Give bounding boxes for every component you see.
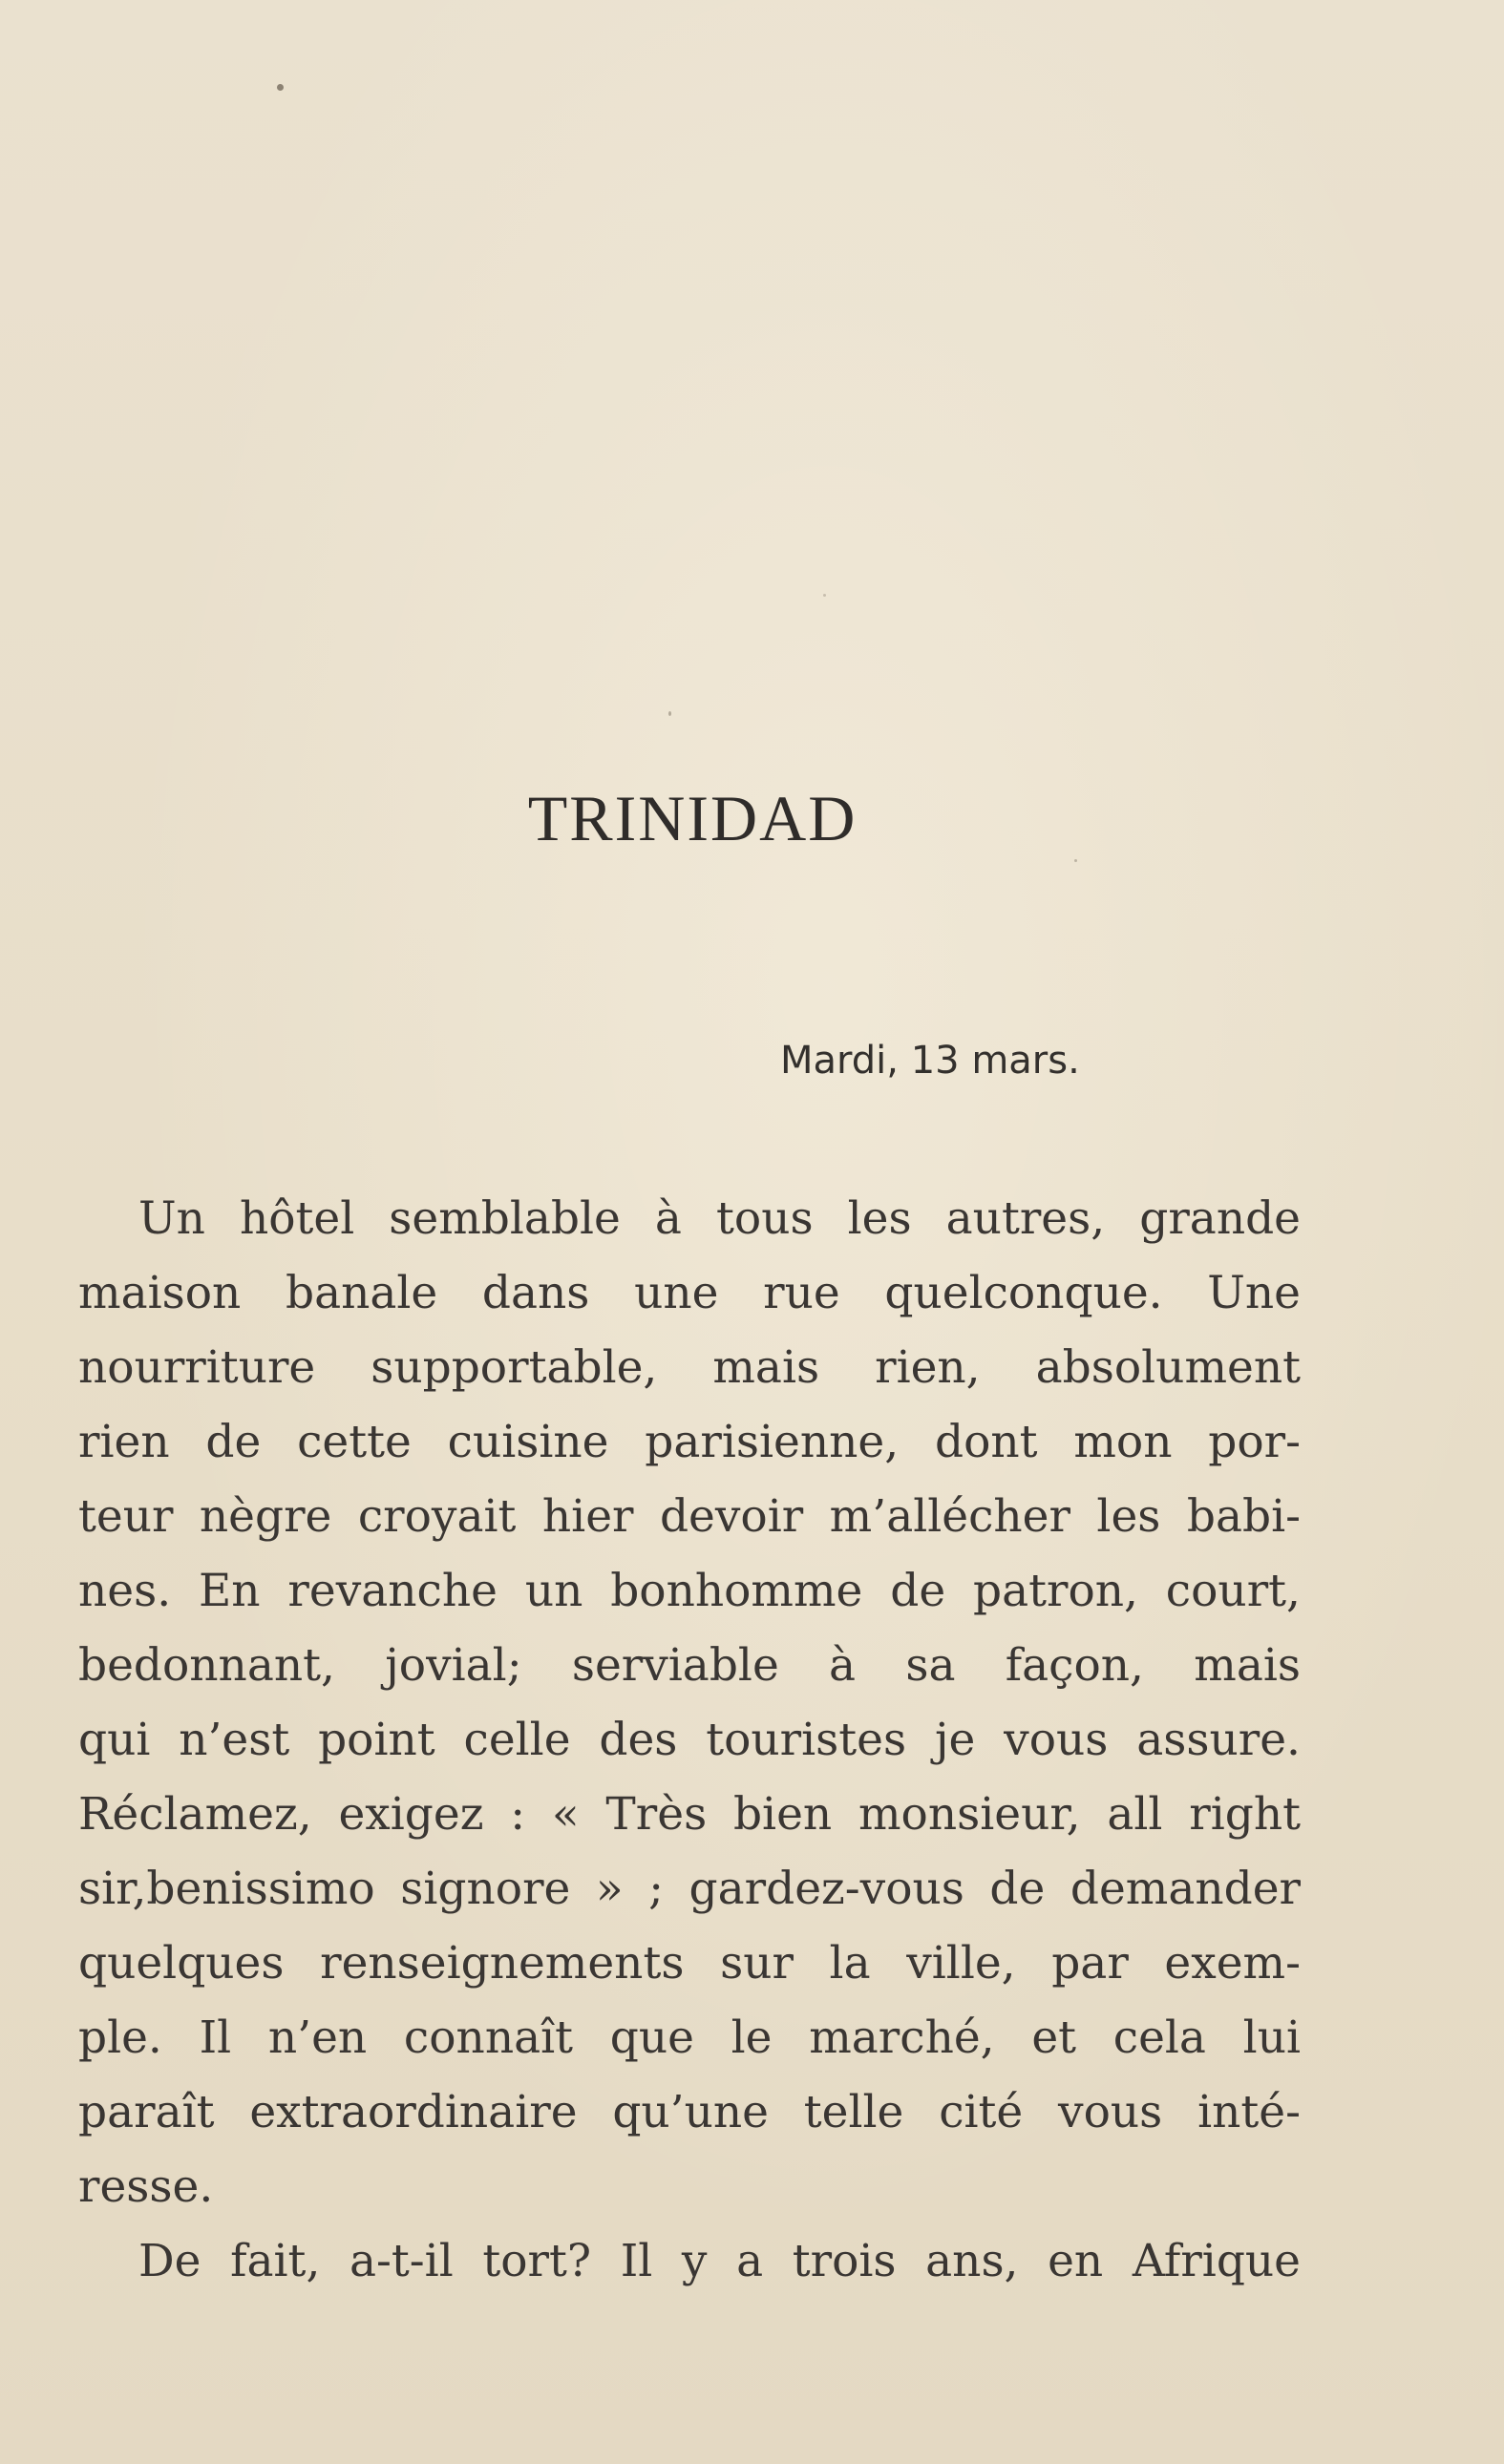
dateline: Mardi, 13 mars. [780,1039,1080,1083]
paper-speck [823,594,826,597]
chapter-title: TRINIDAD [527,782,858,854]
text-line: rien de cette cuisine parisienne, dont mon por- [78,1416,1301,1468]
text-line: quelques renseignements sur la ville, par exem- [78,1937,1301,1990]
text-line: Un hôtel semblable à tous les autres, grande [138,1192,1301,1245]
paper-speck [668,711,671,716]
paper-speck [277,84,284,91]
paper-speck [1074,859,1077,862]
text-line: De fait, a-t-il tort? Il y a trois ans, en Afrique [138,2235,1301,2287]
text-line: sir,benissimo signore » ; gardez-vous de demander [78,1863,1301,1915]
text-line: Réclamez, exigez : « Très bien monsieur, all right [78,1788,1301,1841]
text-line: resse. [78,2160,214,2213]
text-line: nourriture supportable, mais rien, absolument [78,1341,1301,1394]
text-line: bedonnant, jovial; serviable à sa façon, mais [78,1639,1301,1692]
body-text [78,1182,1301,2299]
text-line: teur nègre croyait hier devoir m’allécher les babi- [78,1490,1301,1543]
text-line: maison banale dans une rue quelconque. Une [78,1267,1301,1319]
text-line: paraît extraordinaire qu’une telle cité vous inté- [78,2086,1301,2138]
text-line: ple. Il n’en connaît que le marché, et cela lui [78,2011,1301,2064]
text-line: nes. En revanche un bonhomme de patron, court, [78,1565,1301,1617]
text-line: qui n’est point celle des touristes je vous assure. [78,1714,1301,1766]
